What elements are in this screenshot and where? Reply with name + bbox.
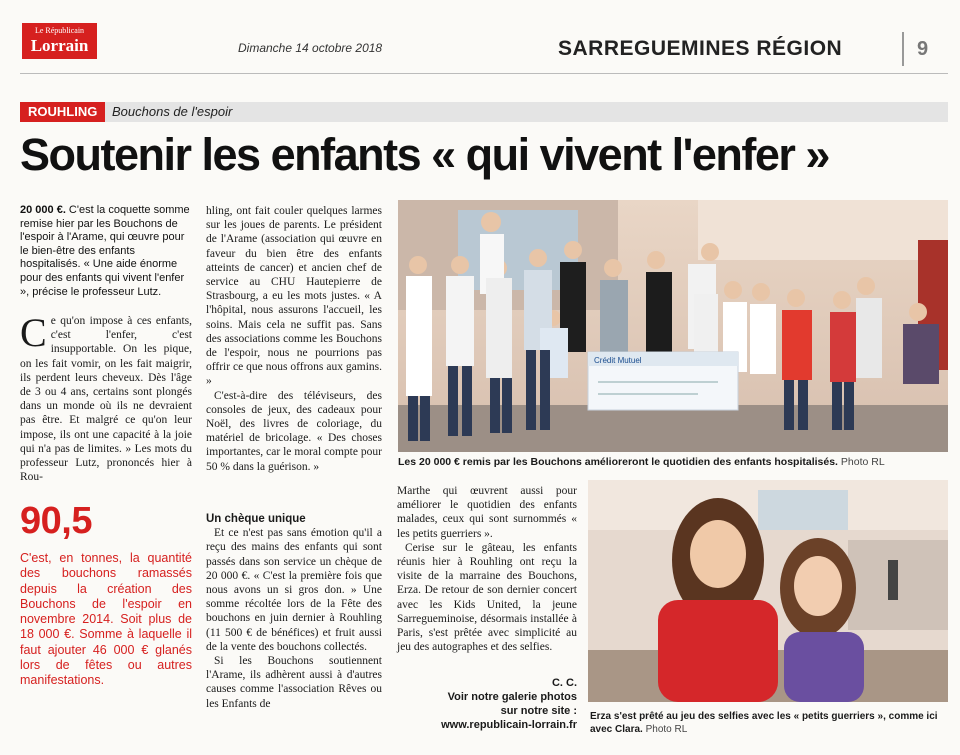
- photo2-credit: Photo RL: [645, 724, 688, 735]
- author-initials: C. C.: [551, 677, 577, 689]
- cheque-bank-label: Crédit Mutuel: [594, 356, 642, 365]
- article-lead: [20, 204, 192, 299]
- photo1-caption: [398, 456, 948, 468]
- column-2: [206, 204, 382, 474]
- lead-amount: 20 000 €.: [20, 204, 66, 216]
- gallery-url: www.republicain-lorrain.fr: [441, 719, 577, 731]
- selfie-photo: [588, 480, 948, 702]
- paragraph: Et ce n'est pas sans émotion qu'il a reçu des mains des enfants qui sont passés dans son service un chèque de 20 000 €. « C'est la première fois que nous avons un si gros don. » Une somme récoltée lors de la Fête des bouchons en juin dernier à Rouhling (11 500 € de bénéfices) et fruit aussi de la vente des bouchons collectés.: [206, 527, 382, 653]
- stat-number: 90,5: [20, 500, 92, 542]
- photo2-caption-text: Erza s'est prêté au jeu des selfies avec les « petits guerriers », comme ici avec Clara.: [590, 711, 938, 735]
- newspaper-logo: [22, 23, 97, 59]
- photo2-caption: [590, 710, 950, 736]
- column-1-text: e qu'on impose à ces enfants, c'est l'enfer, c'est insupportable. On les pique, on les fait vomir, on les fait maigrir, ils perdent leurs cheveux. Dès l'âge de 3 ou 4 ans, certains sont plongés dans un monde où ils ne devraient pas être. Et malgré ce qu'on leur impose, ils ont une capacité à la joie qui n'a pas de limites. » Les mots du professeur Lutz, prononcés hier à Rou-: [20, 315, 192, 484]
- logo-line1: Le Républicain: [34, 26, 85, 35]
- group-photo-illustration: [398, 200, 948, 452]
- header-rule: [20, 73, 948, 74]
- kicker-location: ROUHLING: [20, 102, 105, 122]
- paragraph: Marthe qui œuvrent aussi pour améliorer le quotidien des enfants malades, ceux qui sont surnommés « les petits guerriers ».: [397, 485, 577, 540]
- photo1-credit: Photo RL: [840, 456, 885, 468]
- section-title: SARREGUEMINES RÉGION: [558, 37, 843, 60]
- author-signature-block: [397, 676, 577, 732]
- gallery-line1: Voir notre galerie photos: [447, 691, 577, 703]
- selfie-photo-illustration: [588, 480, 948, 702]
- logo-line2: Lorrain: [30, 36, 89, 55]
- column-3: [397, 484, 577, 654]
- header-divider: [902, 32, 904, 66]
- group-photo: [398, 200, 948, 452]
- paragraph: hling, ont fait couler quelques larmes sur les joues de parents. Le président de l'Arame (association qui œuvre en faveur du bien être des enfants atteints de cancer) et ancien chef de service au CHU Hautepierre de Strasbourg, a eu les mots justes. « A l'hôpital, nous assurons l'accueil, les soins. Mais cela ne suffit pas. Sans des associations comme les Bouchons de l'espoir, nous ne pourrions pas offrir ce que nous offrons aux gamins. »: [206, 205, 382, 388]
- page-number: 9: [917, 38, 929, 60]
- paragraph: Cerise sur le gâteau, les enfants réunis hier à Rouhling ont reçu la visite de la marraine des Bouchons, Erza. De retour de son dernier concert avec les Kids United, la jeune Sarregueminoise, désormais installée à Paris, s'est prêtée avec simplicité au jeu des autographes et des selfies.: [397, 541, 577, 654]
- photo1-caption-text: Les 20 000 € remis par les Bouchons amélioreront le quotidien des enfants hospitalisés.: [398, 456, 838, 468]
- headline: Soutenir les enfants « qui vivent l'enfer »: [20, 129, 829, 180]
- stat-text: C'est, en tonnes, la quantité des bouchons ramassés depuis la création des Bouchons de l'espoir en novembre 2014. Soit plus de 18 000 €. Somme à laquelle il faut ajouter 46 000 € glanés lors de fêtes ou autres manifestations.: [20, 551, 192, 688]
- drop-cap: C: [20, 310, 47, 355]
- gallery-line2: sur notre site :: [500, 705, 577, 717]
- paragraph: Si les Bouchons soutiennent l'Arame, ils adhèrent aussi à d'autres causes comme l'association Rêves ou les Enfants de: [206, 655, 382, 710]
- subheading: Un chèque unique: [206, 513, 306, 525]
- kicker-topic: Bouchons de l'espoir: [112, 104, 233, 119]
- paragraph: C'est-à-dire des téléviseurs, des consoles de jeux, des cadeaux pour Noël, des livres de coloriage, du matériel de bricolage. « Des choses importantes, car le moral compte pour 50 % dans la guérison. »: [206, 389, 382, 473]
- issue-date: Dimanche 14 octobre 2018: [238, 41, 383, 55]
- column-2-lower: [206, 512, 382, 711]
- lead-text: C'est la coquette somme remise hier par les Bouchons de l'espoir à l'Arame, qui œuvre pour le bien-être des enfants hospitalisés. « Une aide énorme pour des enfants qui vivent l'enfer », précise le professeur Lutz.: [20, 204, 190, 298]
- column-1: [20, 310, 192, 484]
